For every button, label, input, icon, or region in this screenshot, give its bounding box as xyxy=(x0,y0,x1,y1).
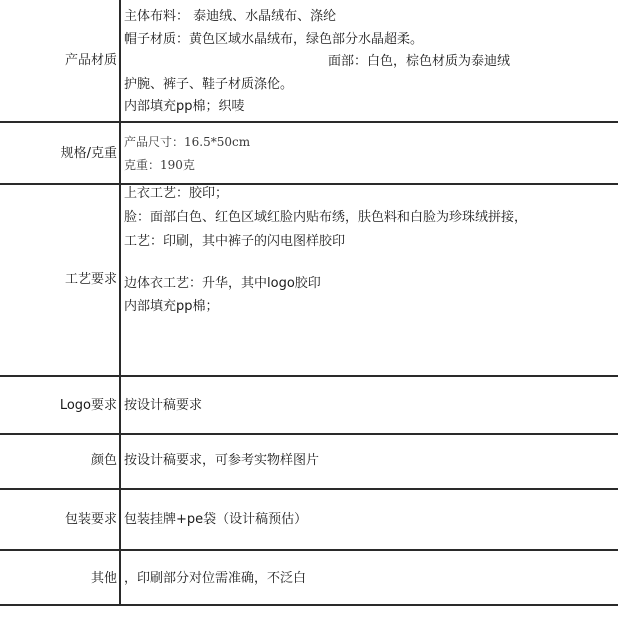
material-line-filling: 内部填充pp棉；织唛 xyxy=(124,99,245,114)
row-label-material: 产品材质 xyxy=(64,53,117,68)
material-line-face: 面部：白色，棕色材质为泰迪绒 xyxy=(328,54,511,69)
row-label-other: 其他 xyxy=(90,571,117,586)
material-line-hat: 帽子材质：黄色区域水晶绒布，绿色部分水晶超柔。 xyxy=(124,32,424,47)
spec-line-weight: 克重：190克 xyxy=(124,158,195,172)
other-requirement: ，印刷部分对位需准确，不泛白 xyxy=(124,571,307,586)
row-divider xyxy=(0,375,618,377)
logo-requirement: 按设计稿要求 xyxy=(124,398,203,413)
row-label-color: 颜色 xyxy=(90,453,117,468)
row-divider xyxy=(0,549,618,551)
row-label-craft: 工艺要求 xyxy=(64,272,117,287)
row-label-logo: Logo要求 xyxy=(59,398,117,413)
row-divider xyxy=(0,488,618,490)
craft-line-filling: 内部填充pp棉； xyxy=(124,299,219,314)
row-divider xyxy=(0,604,618,606)
craft-line-face: 脸：面部白色、红色区域红脸内贴布绣，肤色料和白脸为珍珠绒拼接， xyxy=(124,210,528,225)
craft-line-top: 上衣工艺：胶印； xyxy=(124,186,229,201)
row-label-packaging: 包装要求 xyxy=(64,512,117,527)
color-requirement: 按设计稿要求，可参考实物样图片 xyxy=(124,453,320,468)
material-line-accessories: 护腕、裤子、鞋子材质涤伦。 xyxy=(124,77,294,92)
row-divider xyxy=(0,433,618,435)
column-divider xyxy=(119,0,121,606)
craft-line-print: 工艺：印刷，其中裤子的闪电图样胶印 xyxy=(124,234,346,249)
packaging-requirement: 包装挂牌+pe袋（设计稿预估） xyxy=(124,512,308,527)
material-line-fabric: 主体布料： 泰迪绒、水晶绒布、涤纶 xyxy=(124,9,337,24)
row-divider xyxy=(0,183,618,185)
spec-line-size: 产品尺寸：16.5*50cm xyxy=(124,135,251,149)
row-divider xyxy=(0,121,618,123)
craft-line-body: 边体衣工艺：升华，其中logo胶印 xyxy=(124,276,321,291)
row-label-spec-weight: 规格/克重 xyxy=(60,146,117,161)
